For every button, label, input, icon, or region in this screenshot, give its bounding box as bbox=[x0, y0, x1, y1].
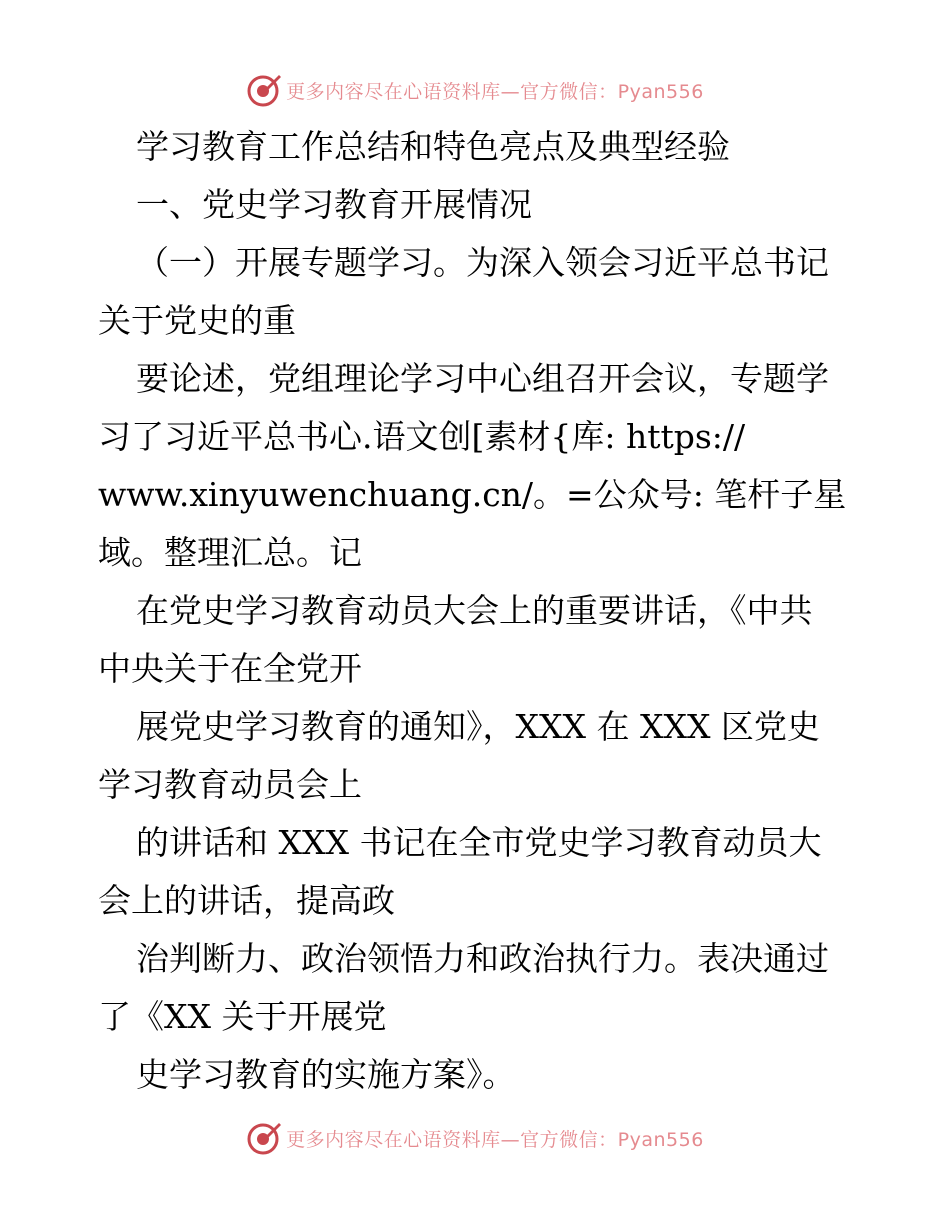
quill-seal-logo-icon bbox=[246, 72, 282, 108]
watermark-text: 更多内容尽在心语资料库—官方微信：Pyan556 bbox=[286, 1128, 704, 1151]
paragraph-line: 治判断力、政治领悟力和政治执行力。表决通过 bbox=[136, 939, 829, 978]
paragraph-line: 关于党史的重 bbox=[98, 301, 296, 340]
paragraph-line: 了《XX 关于开展党 bbox=[98, 997, 387, 1036]
watermark-text: 更多内容尽在心语资料库—官方微信：Pyan556 bbox=[286, 80, 704, 103]
paragraph-line: 学习教育动员会上 bbox=[98, 765, 362, 804]
paragraph-line: 要论述，党组理论学习中心组召开会议，专题学 bbox=[136, 359, 829, 398]
quill-seal-logo-icon bbox=[246, 1120, 282, 1156]
paragraph-line: www.xinyuwenchuang.cn/。=公众号: 笔杆子星 bbox=[98, 475, 847, 514]
paragraph-line: 会上的讲话，提高政 bbox=[98, 881, 395, 920]
document-body bbox=[98, 118, 858, 1104]
paragraph-line: 展党史学习教育的通知》，XXX 在 XXX 区党史 bbox=[136, 707, 820, 746]
paragraph-line: 的讲话和 XXX 书记在全市党史学习教育动员大 bbox=[136, 823, 822, 862]
paragraph-line: 中央关于在全党开 bbox=[98, 649, 362, 688]
doc-title: 学习教育工作总结和特色亮点及典型经验 bbox=[136, 127, 730, 166]
paragraph-line: （一）开展专题学习。为深入领会习近平总书记 bbox=[136, 243, 829, 282]
paragraph-line: 习了习近平总书心.语文创[素材{库: https:// bbox=[98, 417, 746, 456]
paragraph-line: 史学习教育的实施方案》。 bbox=[136, 1055, 516, 1094]
paragraph-line: 在党史学习教育动员大会上的重要讲话，《中共 bbox=[136, 591, 813, 630]
paragraph-line: 域。整理汇总。记 bbox=[98, 533, 362, 572]
header-watermark-banner bbox=[0, 70, 950, 110]
section-heading: 一、党史学习教育开展情况 bbox=[136, 185, 532, 224]
footer-watermark-banner bbox=[0, 1118, 950, 1158]
